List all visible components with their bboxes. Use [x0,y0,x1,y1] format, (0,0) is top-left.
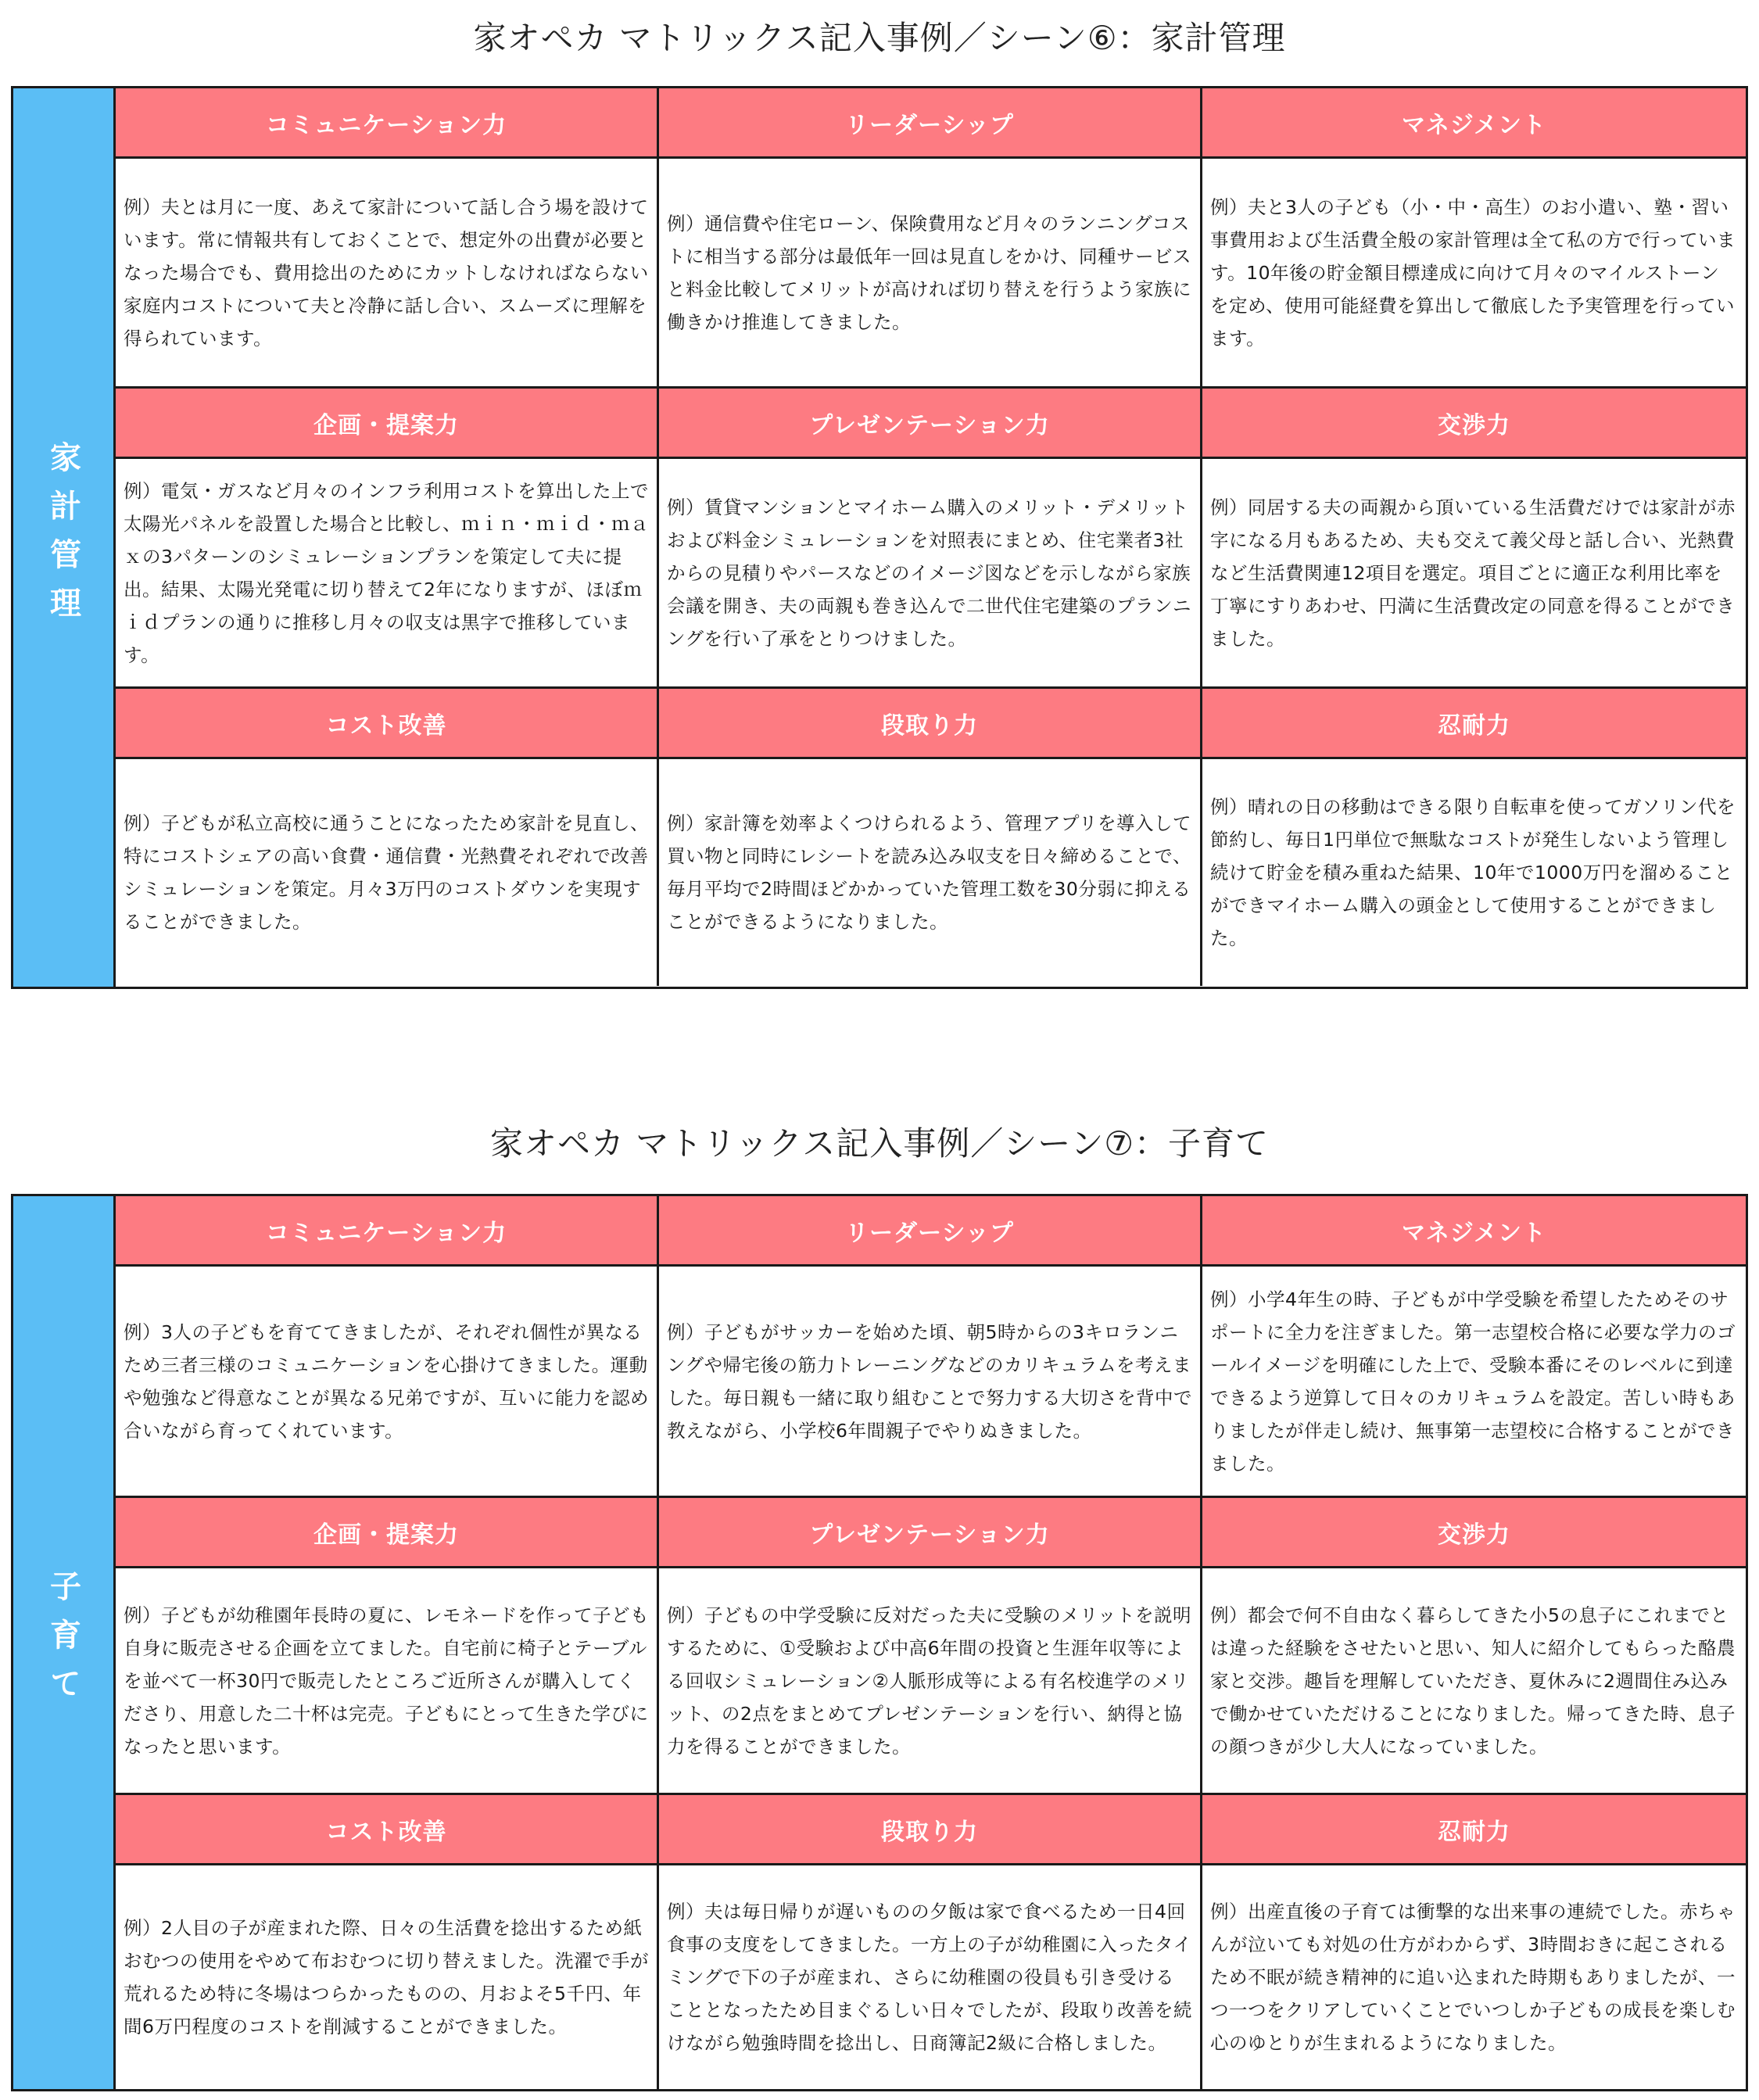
section1-cell-presentation: 例）賃貸マンションとマイホーム購入のメリット・デメリットおよび料金シミュレーションを対照表にまとめ、住宅業者3社からの見積りやパースなどのイメージ図などを示しながら家族会議を開き、夫の両親も巻き込んで二世代住宅建築のプランニングを行い了承をとりつけました。 [659,459,1202,689]
section2-cell-patience: 例）出産直後の子育ては衝撃的な出来事の連続でした。赤ちゃんが泣いても対処の仕方がわからず、3時間おきに起こされるため不眠が続き精神的に追い込まれた時期もありましたが、一つ一つをクリアしていくことでいつしか子どもの成長を楽しむ心のゆとりが生まれるようになりました。 [1210,1901,1736,2054]
section2-cell-communication: 例）3人の子どもを育ててきましたが、それぞれ個性が異なるため三者三様のコミュニケーションを心掛けてきました。運動や勉強など得意なことが異なる兄弟ですが、互いに能力を認め合いながら育ってくれています。 [116,1267,659,1498]
section2-title: 家オペカ マトリックス記入事例／シーン⑦：子育て [489,1124,1270,1163]
section1-side-label: 家計管理 [45,440,81,635]
section2-cell-planning: 例）子どもが幼稚園年長時の夏に、レモネードを作って子ども自身に販売させる企画を立てました。自宅前に椅子とテーブルを並べて一杯30円で販売したところご近所さんが購入してくださり、用意した二十杯は完売。子どもにとって生きた学びになったと思います。 [116,1568,659,1795]
section2-header-patience: 忍耐力 [1202,1795,1746,1865]
section1-cell-negotiation: 例）同居する夫の両親から頂いている生活費だけでは家計が赤字になる月もあるため、夫も交えて義父母と話し合い、光熱費など生活費関連12項目を選定。項目ごとに適正な利用比率を丁寧にすりあわせ、円満に生活費改定の同意を得ることができました。 [1202,459,1746,689]
section1-side-band [13,88,116,987]
section1-cell-communication: 例）夫とは月に一度、あえて家計について話し合う場を設けています。常に情報共有しておくことで、想定外の出費が必要となった場合でも、費用捻出のためにカットしなければならない家庭内コストについて夫と冷静に話し合い、スムーズに理解を得られています。 [116,159,659,389]
section2-header-communication: コミュニケーション力 [116,1196,659,1267]
section2-header-management: マネジメント [1202,1196,1746,1267]
section1-header-planning: 企画・提案力 [116,389,659,459]
section1-header-management: マネジメント [1202,88,1746,159]
section1-header-cost: コスト改善 [116,689,659,759]
section2-header-cost: コスト改善 [116,1795,659,1865]
section1-header-leadership: リーダーシップ [659,88,1202,159]
section2-matrix [11,1194,1748,2091]
section1-header-negotiation: 交渉力 [1202,389,1746,459]
section1-cell-cost: 例）子どもが私立高校に通うことになったため家計を見直し、特にコストシェアの高い食費・通信費・光熱費それぞれで改善シミュレーションを策定。月々3万円のコストダウンを実現することができました。 [116,759,659,986]
section2-header-planning: 企画・提案力 [116,1498,659,1568]
section2-header-negotiation: 交渉力 [1202,1498,1746,1568]
section2-cell-management: 例）小学4年生の時、子どもが中学受験を希望したためそのサポートに全力を注ぎました。第一志望校合格に必要な学力のゴールイメージを明確にした上で、受験本番にそのレベルに到達できるよう逆算して日々のカリキュラムを設定。苦しい時もありましたが伴走し続け、無事第一志望校に合格することができました。 [1202,1267,1746,1498]
section1-cell-management: 例）夫と3人の子ども（小・中・高生）のお小遣い、塾・習い事費用および生活費全般の家計管理は全て私の方で行っています。10年後の貯金額目標達成に向けて月々のマイルストーンを定め、使用可能経費を算出して徹底した予実管理を行っています。 [1202,159,1746,389]
section2-cell-cost: 例）2人目の子が産まれた際、日々の生活費を捻出するため紙おむつの使用をやめて布おむつに切り替えました。洗濯で手が荒れるため特に冬場はつらかったものの、月およそ5千円、年間6万円程度のコストを削減することができました。 [116,1865,659,2089]
section2-cell-negotiation: 例）都会で何不自由なく暮らしてきた小5の息子にこれまでとは違った経験をさせたいと思い、知人に紹介してもらった酪農家と交渉。趣旨を理解していただき、夏休みに2週間住み込みで働かせていただけることになりました。帰ってきた時、息子の顔つきが少し大人になっていました。 [1202,1568,1746,1795]
section1-header-arrangement: 段取り力 [659,689,1202,759]
section1-cell-arrangement: 例）家計簿を効率よくつけられるよう、管理アプリを導入して買い物と同時にレシートを読み込み収支を日々締めることで、毎月平均で2時間ほどかかっていた管理工数を30分弱に抑えることができるようになりました。 [659,759,1202,986]
section2-cell-arrangement: 例）夫は毎日帰りが遅いものの夕飯は家で食べるため一日4回食事の支度をしてきました。一方上の子が幼稚園に入ったタイミングで下の子が産まれ、さらに幼稚園の役員も引き受けることとなったため目まぐるしい日々でしたが、段取り改善を続けながら勉強時間を捻出し、日商簿記2級に合格しました。 [659,1865,1202,2089]
section2-header-presentation: プレゼンテーション力 [659,1498,1202,1568]
section1-grid [116,88,1746,987]
section2-cell-presentation: 例）子どもの中学受験に反対だった夫に受験のメリットを説明するために、①受験および中高6年間の投資と生涯年収等による回収シミュレーション②人脈形成等による有名校進学のメリット、の2点をまとめてプレゼンテーションを行い、納得と協力を得ることができました。 [659,1568,1202,1795]
section2-cell-leadership: 例）子どもがサッカーを始めた頃、朝5時からの3キロランニングや帰宅後の筋力トレーニングなどのカリキュラムを考えました。毎日親も一緒に取り組むことで努力する大切さを背中で教えながら、小学校6年間親子でやりぬきました。 [659,1267,1202,1498]
section1-cell-planning: 例）電気・ガスなど月々のインフラ利用コストを算出した上で太陽光パネルを設置した場合と比較し、ｍｉｎ・ｍｉｄ・ｍａｘの3パターンのシミュレーションプランを策定して夫に提出。結果、太陽光発電に切り替えて2年になりますが、ほぼｍｉｄプランの通りに推移し月々の収支は黒字で推移しています。 [116,459,659,689]
section1-header-patience: 忍耐力 [1202,689,1746,759]
section1-header-presentation: プレゼンテーション力 [659,389,1202,459]
section2-header-arrangement: 段取り力 [659,1795,1202,1865]
section2-header-leadership: リーダーシップ [659,1196,1202,1267]
section2-side-band [13,1196,116,2089]
section1-cell-patience: 例）晴れの日の移動はできる限り自転車を使ってガソリン代を節約し、毎日1円単位で無駄なコストが発生しないよう管理し続けて貯金を積み重ねた結果、10年で1000万円を溜めることができマイホーム購入の頭金として使用することができました。 [1210,796,1736,949]
section2-grid [116,1196,1746,2089]
section2-side-label: 子育て [45,1570,81,1715]
section1-matrix [11,86,1748,989]
section1-cell-leadership: 例）通信費や住宅ローン、保険費用など月々のランニングコストに相当する部分は最低年一回は見直しをかけ、同種サービスと料金比較してメリットが高ければ切り替えを行うよう家族に働きかけ推進してきました。 [659,159,1202,389]
section1-title: 家オペカ マトリックス記入事例／シーン⑥：家計管理 [473,19,1286,57]
section1-header-communication: コミュニケーション力 [116,88,659,159]
